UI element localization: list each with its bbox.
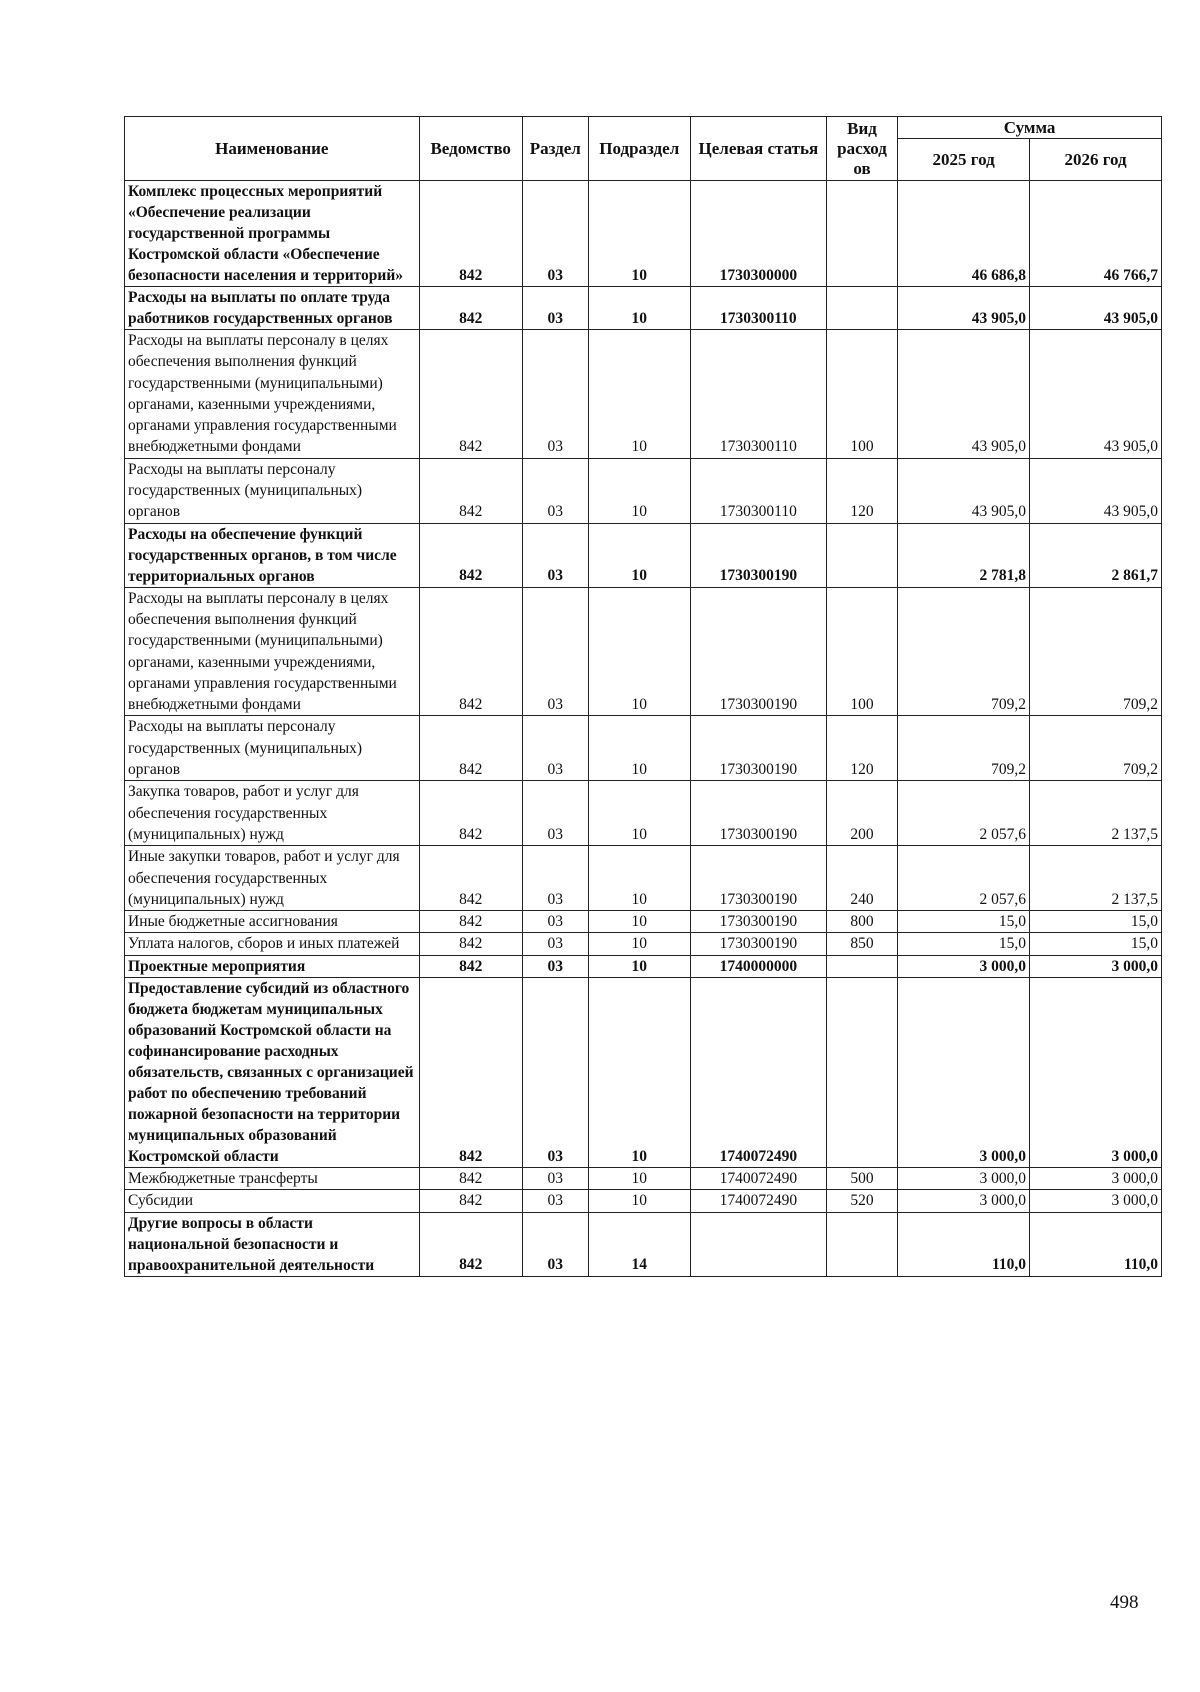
cell-sum-2025: 15,0: [898, 911, 1030, 933]
cell-expense-type: 500: [826, 1168, 897, 1190]
cell-expense-type: [826, 978, 897, 1168]
cell-sum-2025: 43 905,0: [898, 330, 1030, 459]
cell-target-article: 1730300190: [690, 933, 826, 955]
cell-sum-2026: 3 000,0: [1030, 1190, 1162, 1212]
cell-department: 842: [419, 716, 522, 781]
cell-subsection: 10: [588, 846, 690, 911]
cell-department: 842: [419, 458, 522, 523]
table-row: [125, 1190, 1162, 1212]
cell-name: Предоставление субсидий из областного бюджета бюджетам муниципальных образований Костромской области на софинансирование расходных обязательств, связанных с организацией работ по обеспечению требований пожарной безопасности на территории муниципальных образований Костромской области: [125, 978, 420, 1168]
cell-department: 842: [419, 1168, 522, 1190]
cell-section: 03: [522, 1212, 588, 1276]
cell-section: 03: [522, 287, 588, 330]
header-year-2025: 2025 год: [898, 139, 1030, 181]
cell-target-article: 1730300110: [690, 330, 826, 459]
header-sum: Сумма: [898, 117, 1162, 139]
cell-subsection: 10: [588, 587, 690, 716]
cell-name: Расходы на выплаты персоналу государственных (муниципальных) органов: [125, 458, 420, 523]
cell-section: 03: [522, 911, 588, 933]
cell-section: 03: [522, 1168, 588, 1190]
cell-sum-2025: 3 000,0: [898, 978, 1030, 1168]
cell-sum-2025: 2 057,6: [898, 846, 1030, 911]
cell-name: Проектные мероприятия: [125, 955, 420, 977]
cell-subsection: 10: [588, 978, 690, 1168]
cell-subsection: 10: [588, 287, 690, 330]
header-expense-type: Вид расход ов: [826, 117, 897, 181]
table-row: [125, 587, 1162, 716]
cell-department: 842: [419, 181, 522, 287]
table-row: [125, 781, 1162, 846]
cell-sum-2025: 709,2: [898, 587, 1030, 716]
table-row: [125, 1168, 1162, 1190]
cell-sum-2026: 46 766,7: [1030, 181, 1162, 287]
cell-target-article: 1740072490: [690, 1190, 826, 1212]
cell-target-article: 1730300000: [690, 181, 826, 287]
cell-department: 842: [419, 781, 522, 846]
cell-sum-2025: 2 057,6: [898, 781, 1030, 846]
cell-expense-type: 520: [826, 1190, 897, 1212]
cell-sum-2026: 3 000,0: [1030, 955, 1162, 977]
header-target-article: Целевая статья: [690, 117, 826, 181]
cell-sum-2026: 43 905,0: [1030, 287, 1162, 330]
table-row: [125, 523, 1162, 587]
cell-expense-type: 850: [826, 933, 897, 955]
cell-subsection: 14: [588, 1212, 690, 1276]
cell-name: Расходы на выплаты персоналу в целях обеспечения выполнения функций государственными (муниципальными) органами, казенными учреждениями, органами управления государственными внебюджетными фондами: [125, 587, 420, 716]
cell-subsection: 10: [588, 1168, 690, 1190]
cell-expense-type: [826, 955, 897, 977]
cell-target-article: 1730300190: [690, 781, 826, 846]
table-row: [125, 846, 1162, 911]
cell-subsection: 10: [588, 523, 690, 587]
cell-target-article: 1730300190: [690, 587, 826, 716]
cell-name: Межбюджетные трансферты: [125, 1168, 420, 1190]
cell-subsection: 10: [588, 181, 690, 287]
cell-subsection: 10: [588, 781, 690, 846]
cell-section: 03: [522, 955, 588, 977]
cell-sum-2026: 2 137,5: [1030, 846, 1162, 911]
cell-sum-2026: 15,0: [1030, 933, 1162, 955]
cell-subsection: 10: [588, 911, 690, 933]
cell-department: 842: [419, 978, 522, 1168]
header-subsection: Подраздел: [588, 117, 690, 181]
cell-sum-2026: 43 905,0: [1030, 330, 1162, 459]
budget-page: [124, 116, 1162, 1277]
table-row: [125, 181, 1162, 287]
cell-section: 03: [522, 846, 588, 911]
cell-department: 842: [419, 1212, 522, 1276]
cell-subsection: 10: [588, 933, 690, 955]
cell-sum-2025: 3 000,0: [898, 1190, 1030, 1212]
cell-name: Комплекс процессных мероприятий «Обеспечение реализации государственной программы Костромской области «Обеспечение безопасности населения и территорий»: [125, 181, 420, 287]
cell-department: 842: [419, 846, 522, 911]
cell-department: 842: [419, 287, 522, 330]
cell-section: 03: [522, 181, 588, 287]
header-section: Раздел: [522, 117, 588, 181]
cell-expense-type: [826, 1212, 897, 1276]
cell-name: Другие вопросы в области национальной безопасности и правоохранительной деятельности: [125, 1212, 420, 1276]
cell-sum-2026: 2 137,5: [1030, 781, 1162, 846]
cell-sum-2026: 3 000,0: [1030, 1168, 1162, 1190]
table-row: [125, 978, 1162, 1168]
cell-subsection: 10: [588, 716, 690, 781]
cell-department: 842: [419, 587, 522, 716]
cell-name: Расходы на выплаты персоналу в целях обеспечения выполнения функций государственными (муниципальными) органами, казенными учреждениями, органами управления государственными внебюджетными фондами: [125, 330, 420, 459]
cell-sum-2025: 43 905,0: [898, 287, 1030, 330]
cell-sum-2026: 709,2: [1030, 716, 1162, 781]
cell-name: Субсидии: [125, 1190, 420, 1212]
cell-section: 03: [522, 523, 588, 587]
cell-sum-2026: 43 905,0: [1030, 458, 1162, 523]
table-row: [125, 933, 1162, 955]
header-department: Ведомство: [419, 117, 522, 181]
cell-section: 03: [522, 716, 588, 781]
table-row: [125, 287, 1162, 330]
cell-expense-type: 100: [826, 587, 897, 716]
cell-sum-2026: 2 861,7: [1030, 523, 1162, 587]
cell-sum-2026: 709,2: [1030, 587, 1162, 716]
cell-section: 03: [522, 1190, 588, 1212]
cell-target-article: 1740072490: [690, 1168, 826, 1190]
cell-target-article: 1730300190: [690, 523, 826, 587]
table-body: [125, 181, 1162, 1277]
cell-sum-2025: 43 905,0: [898, 458, 1030, 523]
cell-sum-2026: 15,0: [1030, 911, 1162, 933]
cell-department: 842: [419, 933, 522, 955]
cell-subsection: 10: [588, 1190, 690, 1212]
table-row: [125, 458, 1162, 523]
table-row: [125, 330, 1162, 459]
cell-section: 03: [522, 458, 588, 523]
cell-target-article: 1740072490: [690, 978, 826, 1168]
cell-name: Иные закупки товаров, работ и услуг для обеспечения государственных (муниципальных) нужд: [125, 846, 420, 911]
page-number: 498: [1110, 1592, 1139, 1613]
cell-target-article: [690, 1212, 826, 1276]
cell-name: Расходы на выплаты персоналу государственных (муниципальных) органов: [125, 716, 420, 781]
cell-target-article: 1730300190: [690, 716, 826, 781]
cell-name: Уплата налогов, сборов и иных платежей: [125, 933, 420, 955]
header-year-2026: 2026 год: [1030, 139, 1162, 181]
cell-sum-2025: 3 000,0: [898, 1168, 1030, 1190]
cell-target-article: 1730300190: [690, 911, 826, 933]
cell-expense-type: 800: [826, 911, 897, 933]
cell-expense-type: [826, 287, 897, 330]
cell-sum-2025: 15,0: [898, 933, 1030, 955]
cell-section: 03: [522, 978, 588, 1168]
cell-department: 842: [419, 330, 522, 459]
table-row: [125, 955, 1162, 977]
cell-expense-type: [826, 523, 897, 587]
header-name: Наименование: [125, 117, 420, 181]
cell-name: Иные бюджетные ассигнования: [125, 911, 420, 933]
cell-target-article: 1730300110: [690, 287, 826, 330]
cell-sum-2025: 2 781,8: [898, 523, 1030, 587]
cell-section: 03: [522, 781, 588, 846]
cell-subsection: 10: [588, 955, 690, 977]
cell-section: 03: [522, 330, 588, 459]
cell-subsection: 10: [588, 330, 690, 459]
cell-department: 842: [419, 523, 522, 587]
cell-section: 03: [522, 933, 588, 955]
table-row: [125, 911, 1162, 933]
table-row: [125, 716, 1162, 781]
cell-sum-2025: 110,0: [898, 1212, 1030, 1276]
cell-expense-type: 120: [826, 716, 897, 781]
cell-department: 842: [419, 955, 522, 977]
cell-sum-2025: 46 686,8: [898, 181, 1030, 287]
cell-sum-2025: 3 000,0: [898, 955, 1030, 977]
cell-subsection: 10: [588, 458, 690, 523]
cell-department: 842: [419, 1190, 522, 1212]
table-row: [125, 1212, 1162, 1276]
cell-target-article: 1730300190: [690, 846, 826, 911]
cell-target-article: 1730300110: [690, 458, 826, 523]
cell-name: Расходы на выплаты по оплате труда работников государственных органов: [125, 287, 420, 330]
cell-expense-type: 200: [826, 781, 897, 846]
cell-sum-2026: 3 000,0: [1030, 978, 1162, 1168]
cell-expense-type: 100: [826, 330, 897, 459]
cell-expense-type: 240: [826, 846, 897, 911]
cell-section: 03: [522, 587, 588, 716]
cell-sum-2026: 110,0: [1030, 1212, 1162, 1276]
cell-sum-2025: 709,2: [898, 716, 1030, 781]
cell-expense-type: 120: [826, 458, 897, 523]
cell-department: 842: [419, 911, 522, 933]
cell-expense-type: [826, 181, 897, 287]
cell-target-article: 1740000000: [690, 955, 826, 977]
budget-table: [124, 116, 1162, 1277]
cell-name: Расходы на обеспечение функций государственных органов, в том числе территориальных органов: [125, 523, 420, 587]
cell-name: Закупка товаров, работ и услуг для обеспечения государственных (муниципальных) нужд: [125, 781, 420, 846]
